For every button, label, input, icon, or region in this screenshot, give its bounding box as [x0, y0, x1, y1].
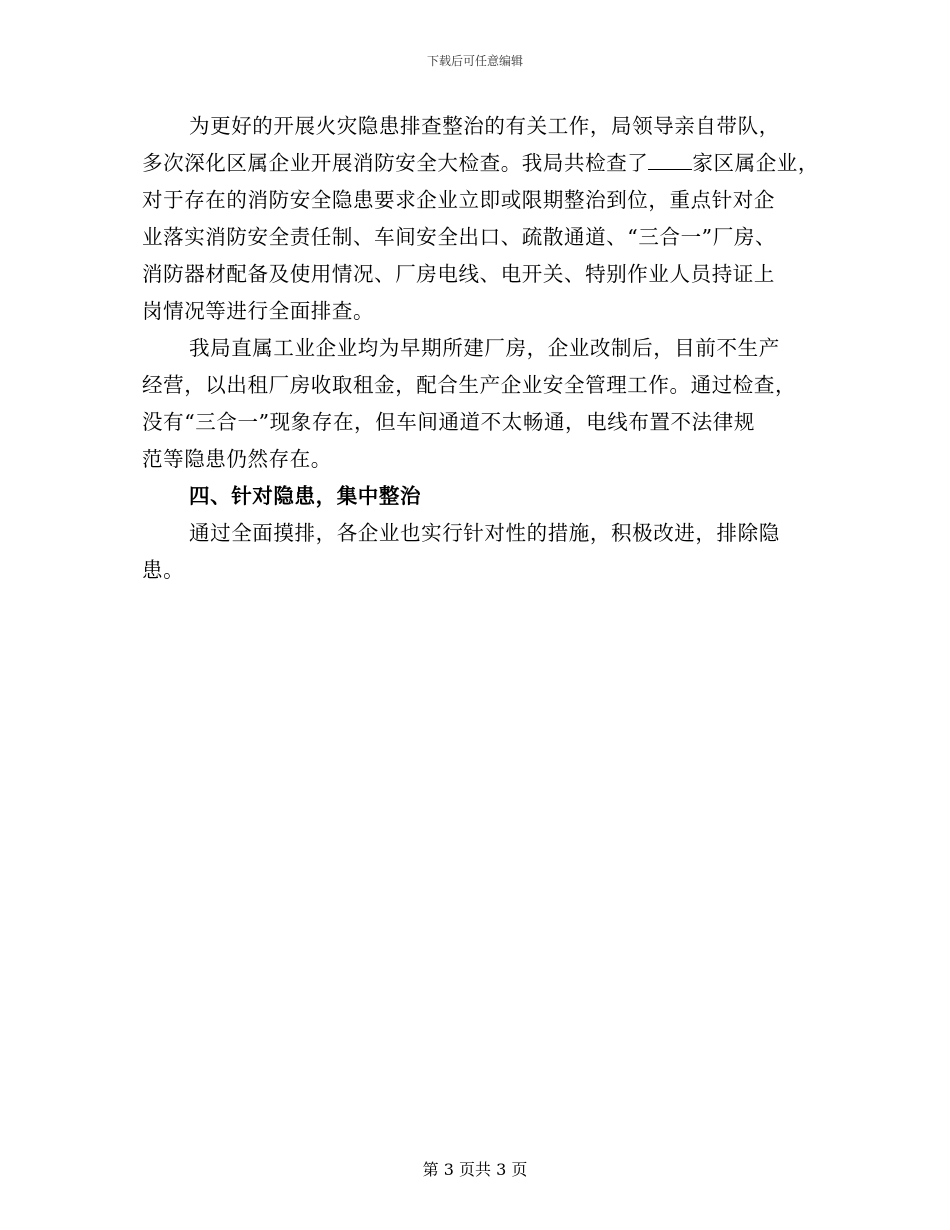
paragraph-2-line-3: 没有“三合一”现象存在，但车间通道不太畅通，电线布置不法律规: [142, 410, 755, 434]
paragraph-2-line-4: 范等隐患仍然存在。: [142, 447, 332, 471]
page-header: 下载后可任意编辑: [426, 54, 523, 68]
paragraph-1-line-2-part-a: 多次深化区属企业开展消防安全大检查。我局共检查了: [142, 151, 649, 175]
paragraph-1-line-6: 岗情况等进行全面排查。: [142, 299, 375, 323]
paragraph-2-line-1: 我局直属工业企业均为早期所建厂房，企业改制后，目前不生产: [189, 336, 780, 360]
paragraph-2-line-2: 经营，以出租厂房收取租金，配合生产企业安全管理工作。通过检查，: [142, 373, 797, 397]
paragraph-1-line-5: 消防器材配备及使用情况、厂房电线、电开关、特别作业人员持证上: [142, 262, 775, 286]
paragraph-1-line-4: 业落实消防安全责任制、车间安全出口、疏散通道、“三合一”厂房、: [142, 225, 777, 249]
paragraph-1-line-1: 为更好的开展火灾隐患排查整治的有关工作，局领导亲自带队，: [189, 114, 780, 138]
fill-in-blank: [648, 149, 692, 170]
paragraph-1-line-3: 对于存在的消防安全隐患要求企业立即或限期整治到位，重点针对企: [142, 188, 775, 212]
section-heading: 四、针对隐患，集中整治: [189, 484, 422, 508]
paragraph-3-line-1: 通过全面摸排，各企业也实行针对性的措施，积极改进，排除隐: [189, 521, 780, 545]
paragraph-3-line-2: 患。: [142, 558, 185, 582]
paragraph-1-line-2: [142, 149, 822, 177]
page-footer: 第 3 页共 3 页: [422, 1160, 528, 1179]
paragraph-1-line-2-part-b: 家区属企业，: [692, 151, 820, 175]
